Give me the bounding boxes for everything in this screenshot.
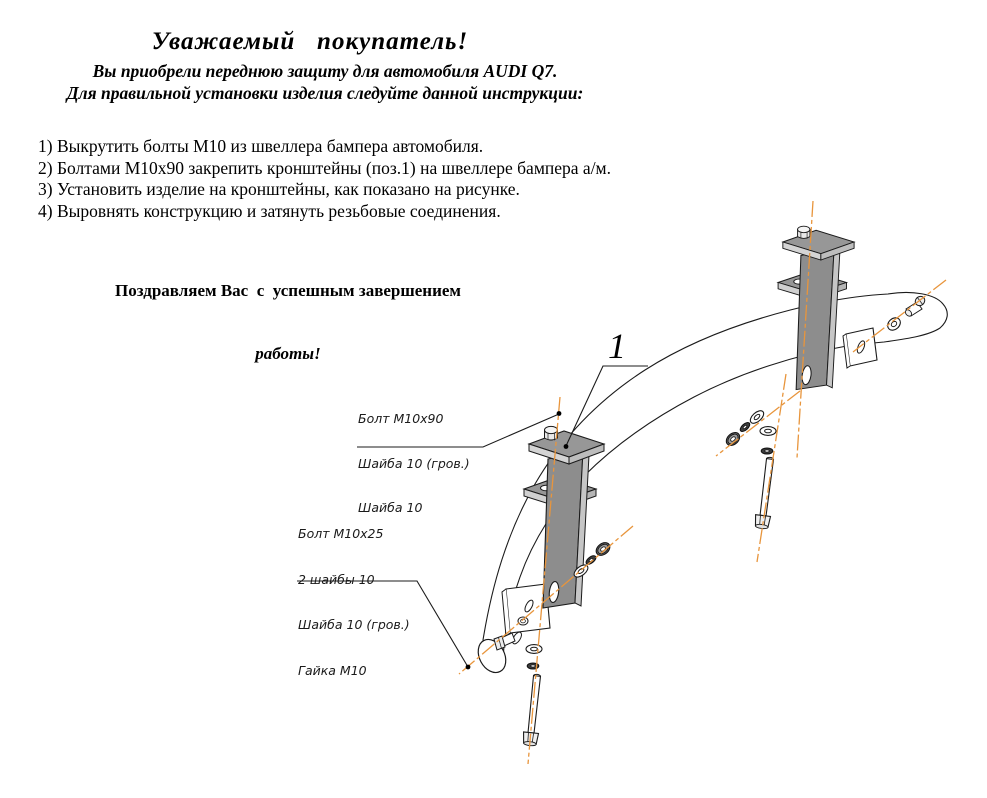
centerlines [459, 201, 946, 764]
instruction-step-3: 3) Установить изделие на кронштейны, как показано на рисунке. [38, 179, 520, 199]
part-label-lower-line-1: Болт М10х25 [298, 526, 384, 541]
part-label-upper-line-1: Болт М10х90 [358, 411, 444, 426]
part-label-lower-line-2: 2 шайбы 10 [298, 571, 375, 587]
part-label-lower [298, 503, 410, 698]
part-label-upper-line-3: Шайба 10 [358, 500, 423, 515]
instruction-step-4: 4) Выровнять конструкцию и затянуть резьбовые соединения. [38, 200, 501, 221]
centerline-right-nut [716, 391, 800, 456]
leader-callout-1 [566, 366, 648, 446]
part-label-lower-line-3: Шайба 10 (гров.) [298, 617, 410, 632]
bracket-middle [524, 426, 604, 608]
part-label-upper-line-2: Шайба 10 (гров.) [358, 455, 470, 471]
bracket-right [778, 226, 854, 389]
fasteners-right-vertical [754, 427, 778, 530]
fasteners-right-diagonal [724, 408, 766, 448]
centerline-tube-end-bolt [853, 280, 946, 352]
subtitle-line-2: Для правильной установки изделия следуйте данной инструкции: [66, 83, 584, 103]
instruction-step-1: 1) Выкрутить болты М10 из швеллера бампера автомобиля. [38, 136, 484, 156]
congrats-line-1: Поздравляем Вас с успешным завершением [114, 281, 462, 300]
callout-number: 1 [608, 326, 626, 366]
bracket-right-tab [843, 328, 877, 368]
congrats-block [62, 238, 514, 385]
subtitle-block [0, 60, 650, 104]
page-title: Уважаемый покупатель! [151, 28, 469, 55]
instruction-step-2: 2) Болтами М10х90 закрепить кронштейны (поз.1) на швеллере бампера а/м. [38, 157, 612, 178]
congrats-line-2: работы! [255, 344, 321, 363]
instruction-steps [38, 136, 758, 222]
tube-end-washer [885, 315, 903, 332]
part-label-lower-line-4: Гайка М10 [298, 662, 367, 678]
subtitle-line-1: Вы приобрели переднюю защиту для автомобиля AUDI Q7. [92, 61, 558, 81]
